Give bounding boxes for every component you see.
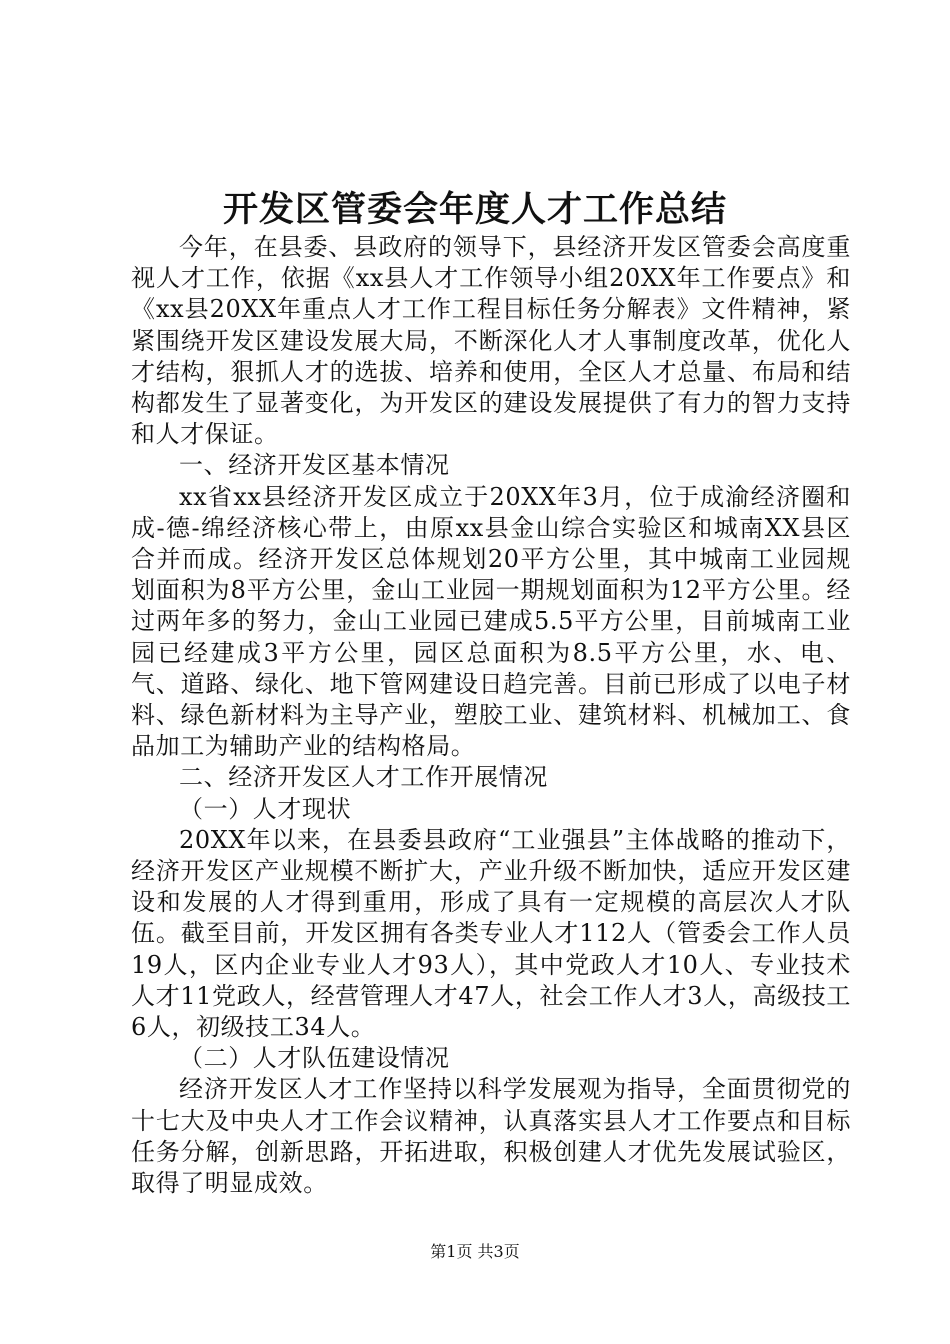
section-heading-basic-info: 一、经济开发区基本情况 [179, 451, 450, 480]
document-title: 开发区管委会年度人才工作总结 [222, 189, 727, 230]
team-building-paragraph: 经济开发区人才工作坚持以科学发展观为指导，全面贯彻党的十七大及中央人才工作会议精神，认真落实县人才工作要点和目标任务分解，创新思路，开拓进取，积极创建人才优先发展试验区，取得了明显成效。 [131, 1075, 851, 1198]
intro-paragraph: 今年，在县委、县政府的领导下，县经济开发区管委会高度重视人才工作，依据《xx县人才工作领导小组20XX年工作要点》和《xx县20XX年重点人才工作工程目标任务分解表》文件精神，紧紧围绕开发区建设发展大局，不断深化人才人事制度改革，优化人才结构，狠抓人才的选拔、培养和使用，全区人才总量、布局和结构都发生了显著变化，为开发区的建设发展提供了有力的智力支持和人才保证。 [131, 233, 851, 449]
page-footer: 第1页 共3页 [430, 1242, 520, 1261]
subsection-heading-talent-status: （一）人才现状 [179, 794, 352, 823]
subsection-heading-team-building: （二）人才队伍建设情况 [179, 1044, 450, 1073]
section-heading-talent-work: 二、经济开发区人才工作开展情况 [179, 763, 548, 792]
talent-status-paragraph: 20XX年以来，在县委县政府“工业强县”主体战略的推动下，经济开发区产业规模不断扩大，产业升级不断加快，适应开发区建设和发展的人才得到重用，形成了具有一定规模的高层次人才队伍。截至目前，开发区拥有各类专业人才112人（管委会工作人员19人，区内企业专业人才93人），其中党政人才10人、专业技术人才11党政人，经营管理人才47人，社会工作人才3人，高级技工6人，初级技工34人。 [131, 825, 851, 1042]
basic-info-paragraph: xx省xx县经济开发区成立于20XX年3月，位于成渝经济圈和成-德-绵经济核心带上，由原xx县金山综合实验区和城南XX县区合并而成。经济开发区总体规划20平方公里，其中城南工业园规划面积为8平方公里，金山工业园一期规划面积为12平方公里。经过两年多的努力，金山工业园已建成5.5平方公里，目前城南工业园已经建成3平方公里，园区总面积为8.5平方公里，水、电、气、道路、绿化、地下管网建设日趋完善。目前已形成了以电子材料、绿色新材料为主导产业，塑胶工业、建筑材料、机械加工、食品加工为辅助产业的结构格局。 [131, 482, 851, 761]
document-body [131, 232, 851, 1199]
